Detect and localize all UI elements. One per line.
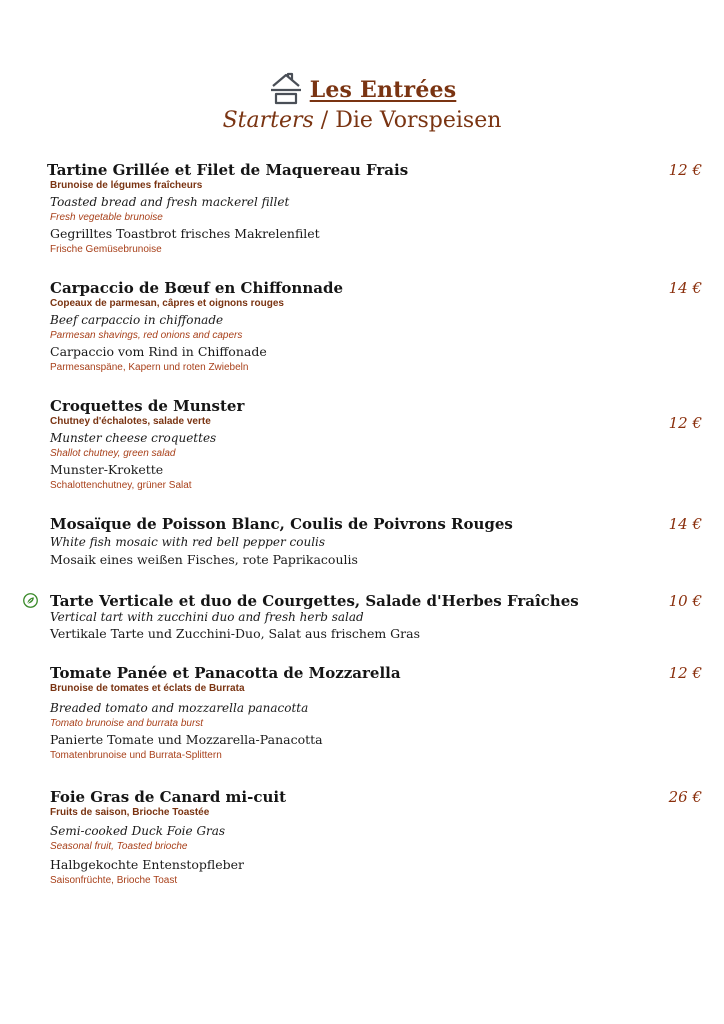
dish-desc-fr: Fruits de saison, Brioche Toastée (50, 807, 210, 818)
dish-price: 14 € (668, 515, 702, 533)
dish-desc-de: Tomatenbrunoise und Burrata-Splittern (50, 750, 222, 761)
dish-name-de: Munster-Krokette (50, 462, 164, 477)
dish-desc-fr: Chutney d'échalotes, salade verte (50, 416, 211, 427)
dish-price: 12 € (668, 414, 702, 432)
dish-item (50, 279, 705, 375)
dish-item (50, 592, 705, 643)
dish-name-de: Panierte Tomate und Mozzarella-Panacotta (50, 732, 323, 747)
dish-item (50, 515, 705, 569)
dish-desc-de: Schalottenchutney, grüner Salat (50, 480, 192, 491)
dish-desc-fr: Brunoise de tomates et éclats de Burrata (50, 683, 245, 694)
dish-name-en: Breaded tomato and mozzarella panacotta (50, 701, 309, 715)
house-icon (268, 72, 304, 106)
dish-name-de: Mosaik eines weißen Fisches, rote Paprikacoulis (50, 552, 358, 567)
dish-name: Tarte Verticale et duo de Courgettes, Salade d'Herbes Fraîches (50, 592, 579, 610)
dish-name-de: Carpaccio vom Rind in Chiffonade (50, 344, 267, 359)
dish-name-en: Beef carpaccio in chiffonade (50, 313, 224, 327)
dish-name-de: Gegrilltes Toastbrot frisches Makrelenfilet (50, 226, 320, 241)
dish-name-en: Vertical tart with zucchini duo and fresh herb salad (50, 610, 364, 624)
dish-name: Croquettes de Munster (50, 397, 245, 415)
dish-desc-en: Fresh vegetable brunoise (50, 212, 163, 223)
dish-item (50, 397, 705, 493)
dish-name-en: Toasted bread and fresh mackerel fillet (50, 195, 290, 209)
dish-desc-fr: Copeaux de parmesan, câpres et oignons rouges (50, 298, 284, 309)
subtitle-de: Die Vorspeisen (335, 108, 502, 133)
dish-price: 12 € (668, 161, 702, 179)
dish-name-de: Halbgekochte Entenstopfleber (50, 857, 245, 872)
dish-item (50, 664, 705, 763)
dish-price: 10 € (668, 592, 702, 610)
dish-name-en: Semi-cooked Duck Foie Gras (50, 824, 226, 838)
subtitle-en: Starters (222, 108, 314, 133)
subtitle-separator: / (313, 108, 336, 133)
dish-desc-en: Shallot chutney, green salad (50, 448, 176, 459)
dish-item (50, 788, 705, 888)
dish-name-en: Munster cheese croquettes (50, 431, 217, 445)
page-subtitle (0, 108, 724, 133)
dish-name: Tomate Panée et Panacotta de Mozzarella (50, 664, 401, 682)
dish-price: 26 € (668, 788, 702, 806)
dish-desc-en: Tomato brunoise and burrata burst (50, 718, 204, 729)
dish-desc-en: Seasonal fruit, Toasted brioche (50, 841, 188, 852)
dish-desc-en: Parmesan shavings, red onions and capers (50, 330, 243, 341)
title-row (0, 74, 724, 106)
dish-name-de: Vertikale Tarte und Zucchini-Duo, Salat aus frischem Gras (50, 626, 421, 641)
dish-desc-de: Parmesanspäne, Kapern und roten Zwiebeln (50, 362, 249, 373)
dish-name: Carpaccio de Bœuf en Chiffonnade (50, 279, 343, 297)
dish-item (47, 161, 705, 257)
page-title: Les Entrées (309, 77, 457, 103)
dish-price: 14 € (668, 279, 702, 297)
dish-name: Tartine Grillée et Filet de Maquereau Frais (47, 161, 409, 179)
dish-name: Foie Gras de Canard mi-cuit (50, 788, 287, 806)
dish-name-en: White fish mosaic with red bell pepper coulis (50, 535, 326, 549)
dish-desc-de: Frische Gemüsebrunoise (50, 244, 162, 255)
menu-header (0, 74, 724, 133)
dish-name: Mosaïque de Poisson Blanc, Coulis de Poivrons Rouges (50, 515, 513, 533)
vegetarian-leaf-icon (23, 593, 38, 608)
dish-price: 12 € (668, 664, 702, 682)
dish-desc-de: Saisonfrüchte, Brioche Toast (50, 875, 178, 886)
dish-desc-fr: Brunoise de légumes fraîcheurs (50, 180, 203, 191)
